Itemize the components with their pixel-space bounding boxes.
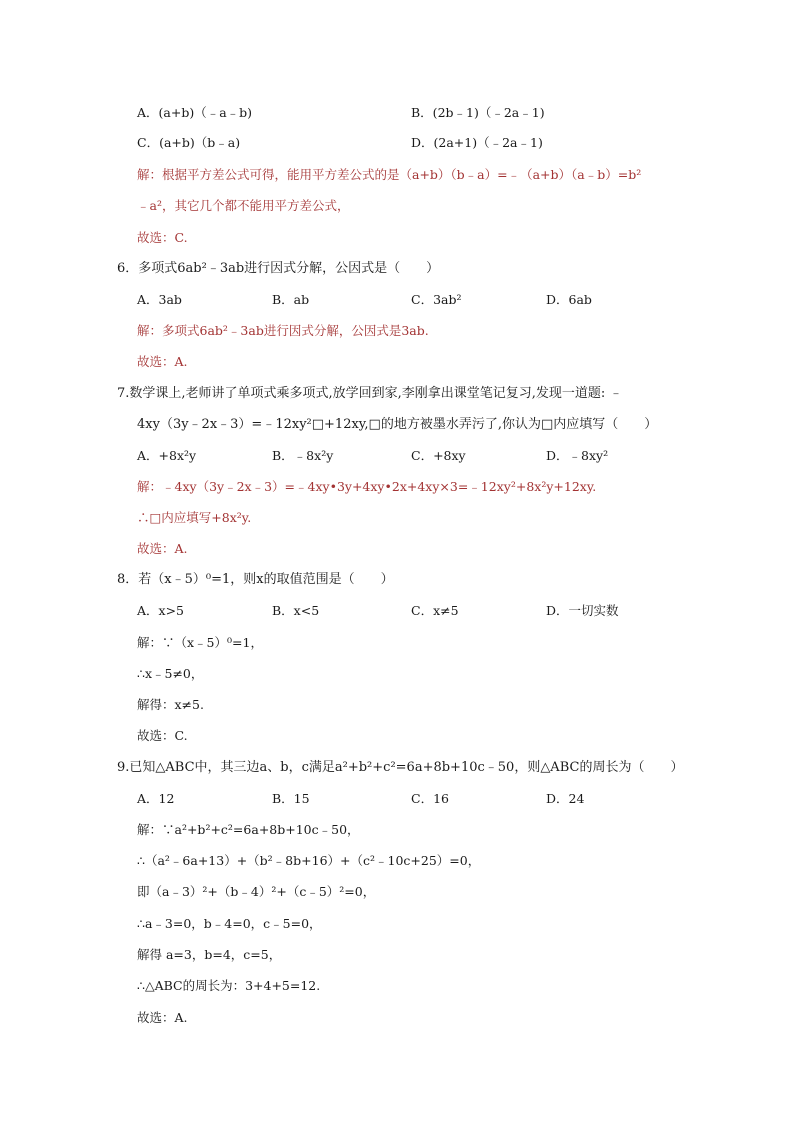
q9-answer: 故选：A. xyxy=(137,1010,188,1025)
q9-option-a: A．12 xyxy=(137,791,175,806)
q7-option-b: B．﹣8x²y xyxy=(272,448,334,463)
q6-option-d: D．6ab xyxy=(546,292,592,307)
q8-option-b: B．x<5 xyxy=(272,603,320,618)
q9-question: 9.已知△ABC中，其三边a、b，c满足a²+b²+c²=6a+8b+10c﹣50，则△ABC的周长为（ ） xyxy=(117,760,684,775)
q9-solution-line-1: 解：∵a²+b²+c²=6a+8b+10c﹣50， xyxy=(137,822,360,837)
q5-solution-line-2: ﹣a²，其它几个都不能用平方差公式， xyxy=(137,198,350,213)
q5-solution-line-1: 解：根据平方差公式可得，能用平方差公式的是（a+b）（b﹣a）=﹣（a+b）（a﹣b）=b² xyxy=(137,167,642,182)
q7-question-line-1: 7.数学课上,老师讲了单项式乘多项式,放学回到家,李刚拿出课堂笔记复习,发现一道题: ﹣ xyxy=(117,386,623,401)
q8-answer: 故选：C. xyxy=(137,728,188,743)
q5-option-d: D．(2a+1)（﹣2a﹣1) xyxy=(411,135,543,150)
q8-solution-line-3: 解得：x≠5. xyxy=(137,697,204,712)
q7-option-d: D．﹣8xy² xyxy=(546,448,609,463)
q9-option-c: C．16 xyxy=(411,791,449,806)
q6-option-c: C．3ab² xyxy=(411,292,462,307)
q5-answer: 故选：C. xyxy=(137,230,188,245)
q8-option-a: A．x>5 xyxy=(137,603,185,618)
q7-solution-line-2: ∴□内应填写+8x²y. xyxy=(137,510,252,525)
q5-option-a: A．(a+b)（﹣a﹣b) xyxy=(137,105,253,120)
q7-option-c: C．+8xy xyxy=(411,448,466,463)
q9-solution-line-3: 即（a﹣3）²+（b﹣4）²+（c﹣5）²=0， xyxy=(137,884,376,899)
q8-question: 8．若（x﹣5）⁰=1，则x的取值范围是（ ） xyxy=(117,572,394,587)
q8-option-d: D．一切实数 xyxy=(546,603,619,618)
q8-solution-line-2: ∴x﹣5≠0， xyxy=(137,666,204,681)
q9-option-b: B．15 xyxy=(272,791,310,806)
q9-option-d: D．24 xyxy=(546,791,585,806)
q9-solution-line-2: ∴（a²﹣6a+13）+（b²﹣8b+16）+（c²﹣10c+25）=0， xyxy=(137,853,481,868)
q6-solution: 解：多项式6ab²﹣3ab进行因式分解，公因式是3ab. xyxy=(137,323,429,338)
q7-answer: 故选：A. xyxy=(137,541,188,556)
q6-answer: 故选：A. xyxy=(137,354,188,369)
q6-question: 6．多项式6ab²﹣3ab进行因式分解，公因式是（ ） xyxy=(117,261,440,276)
q8-solution-line-1: 解：∵（x﹣5）⁰=1， xyxy=(137,635,263,650)
q6-option-a: A．3ab xyxy=(137,292,182,307)
q7-solution-line-1: 解：﹣4xy（3y﹣2x﹣3）=﹣4xy•3y+4xy•2x+4xy×3=﹣12xy²+8x²y+12xy. xyxy=(137,479,597,494)
q9-solution-line-6: ∴△ABC的周长为：3+4+5=12. xyxy=(137,978,321,993)
q9-solution-line-4: ∴a﹣3=0，b﹣4=0，c﹣5=0， xyxy=(137,916,322,931)
q6-option-b: B．ab xyxy=(272,292,310,307)
q5-option-b: B．(2b﹣1)（﹣2a﹣1) xyxy=(411,105,545,120)
q7-option-a: A．+8x²y xyxy=(137,448,197,463)
q7-question-line-2: 4xy（3y﹣2x﹣3）=﹣12xy²□+12xy,□的地方被墨水弄污了,你认为□内应填写（ ） xyxy=(137,417,658,432)
q9-solution-line-5: 解得 a=3，b=4，c=5， xyxy=(137,947,282,962)
q5-option-c: C．(a+b)（b﹣a) xyxy=(137,135,241,150)
q8-option-c: C．x≠5 xyxy=(411,603,459,618)
